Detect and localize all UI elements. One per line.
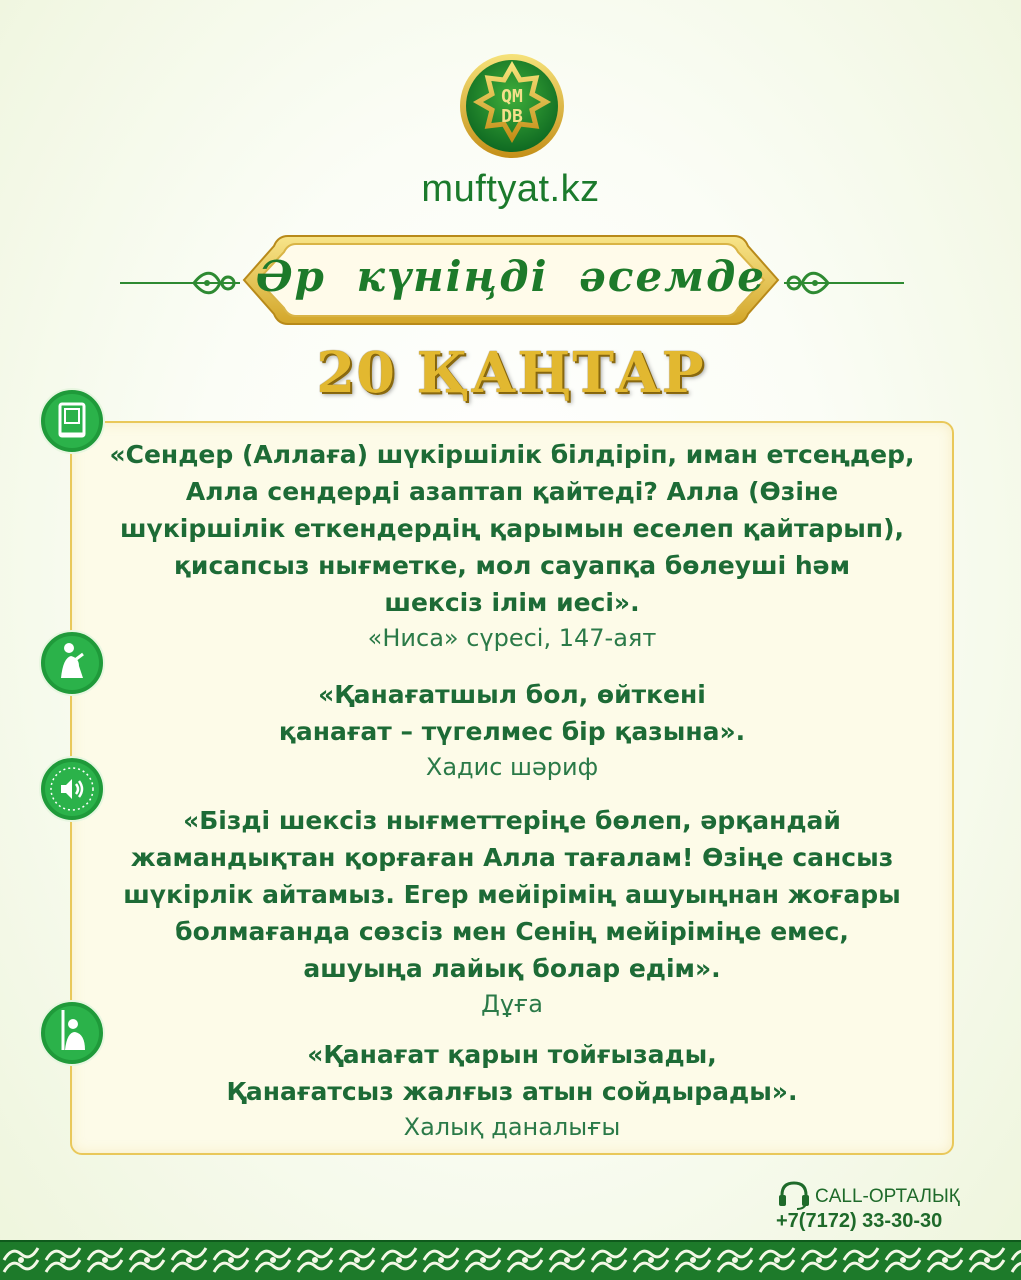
logo-line1: QM bbox=[501, 86, 523, 107]
quote-line: «Бізді шексіз нығметтеріңе бөлеп, әрқандай bbox=[183, 806, 841, 835]
quote-source: Хадис шәриф bbox=[425, 753, 599, 781]
section-hadith bbox=[90, 676, 934, 784]
quote-source: «Ниса» сүресі, 147-аят bbox=[367, 624, 657, 652]
quote-line: жамандықтан қорғаған Алла тағалам! Өзіңе сансыз bbox=[130, 843, 894, 872]
call-center-label: CALL-ОРТАЛЫҚ bbox=[815, 1186, 960, 1207]
quote-line: қисапсыз нығметке, мол сауапқа бөлеуші һәм bbox=[173, 551, 851, 580]
quote-line: Алла сендерді азаптап қайтеді? Алла (Өзіне bbox=[185, 477, 839, 506]
quote-line: ашуыңа лайық болар едім». bbox=[303, 954, 721, 983]
quote-line: «Қанағат қарын тойғызады, bbox=[307, 1040, 717, 1069]
headset-icon bbox=[777, 1180, 811, 1210]
quote-line: шексіз ілім иесі». bbox=[384, 588, 640, 617]
quote-source: Халық даналығы bbox=[403, 1113, 621, 1141]
ornament-left-icon bbox=[190, 262, 238, 304]
quote-line: шүкірлік айтамыз. Егер мейірімің ашуыңнан жоғары bbox=[123, 880, 901, 909]
quote-source: Дұға bbox=[481, 990, 543, 1018]
quote-line: «Қанағатшыл бол, өйткені bbox=[318, 680, 706, 709]
quote-line: болмағанда сөзсіз мен Сенің мейіріміңе емес, bbox=[175, 917, 849, 946]
quote-line: Қанағатсыз жалғыз атын сойдырады». bbox=[226, 1077, 798, 1106]
section-quran bbox=[90, 436, 934, 655]
banner-title: Әр күніңді әсемде bbox=[255, 252, 767, 301]
qmdb-logo bbox=[458, 52, 566, 160]
ornament-right-icon bbox=[784, 262, 832, 304]
call-center-phone[interactable]: +7(7172) 33-30-30 bbox=[776, 1210, 943, 1232]
quote-line: «Сендер (Аллаға) шүкіршілік білдіріп, иман етсеңдер, bbox=[109, 440, 915, 469]
date-heading: 20 ҚАҢТАР bbox=[316, 340, 705, 406]
section-folk-wisdom bbox=[90, 1036, 934, 1144]
quote-line: қанағат – түгелмес бір қазына». bbox=[278, 717, 746, 746]
logo-line2: DB bbox=[501, 106, 523, 127]
bottom-ornament-border bbox=[0, 1240, 1021, 1280]
section-prayer bbox=[90, 802, 934, 1021]
site-name: muftyat.kz bbox=[421, 168, 600, 210]
quote-line: шүкіршілік еткендердің қарымын еселеп қайтарып), bbox=[119, 514, 905, 543]
